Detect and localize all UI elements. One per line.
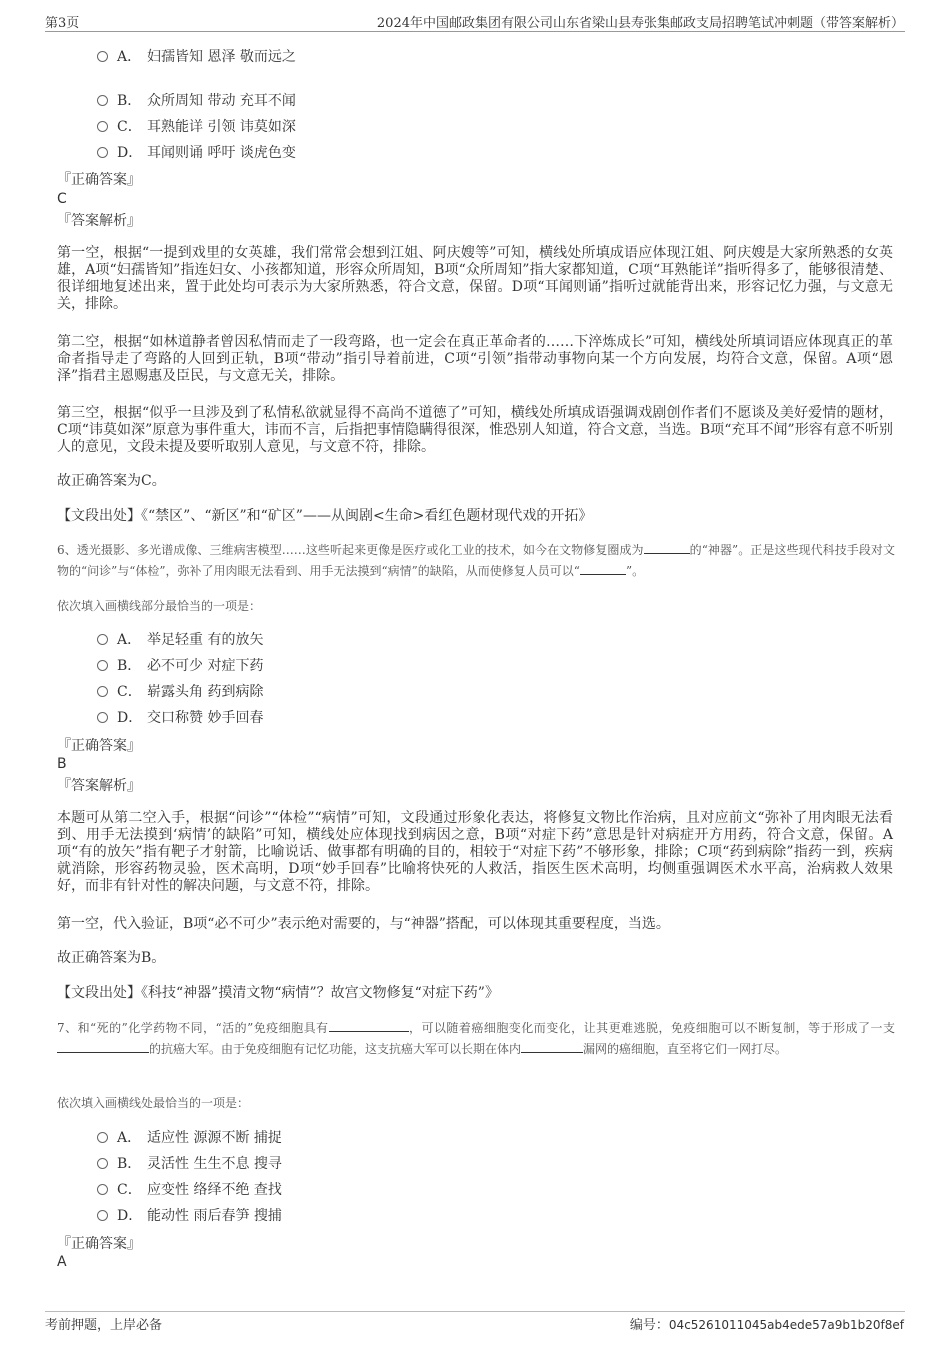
q6-option-b[interactable]: B． 必不可少 对症下药 [97,656,263,676]
q7-option-c[interactable]: C． 应变性 络绎不绝 查找 [97,1180,282,1200]
analysis-label: 『答案解析』 [57,213,141,229]
question-text: 6、透光摄影、多光谱成像、三维病害模型……这些听起来更像是医疗或化工业的技术，如今在文物修复圈成为 的“神器”。正是这些现代科技手段对文物的“问诊”与“体检”，弥补了用肉眼无法看到、用手无法摸到“病情”的缺陷，从而使修复人员可以“ ”。 [57,543,895,578]
q7-option-a[interactable]: A． 适应性 源源不断 捕捉 [97,1128,282,1148]
radio-icon[interactable] [97,686,108,697]
fill-blank [580,562,626,575]
source-citation: 【文段出处】《“禁区”、“新区”和“矿区”——从闽剧<生命>看红色题材现代戏的开拓》 [57,508,593,524]
fill-blank [644,541,690,554]
q5-option-d[interactable]: D． 耳闻则诵 呼吁 谈虎色变 [97,143,296,163]
question-instruction: 依次填入画横线部分最恰当的一项是： [57,599,262,613]
page-number: 第3页 [45,16,80,31]
radio-icon[interactable] [97,1184,108,1195]
analysis-conclusion: 故正确答案为B。 [57,950,166,966]
radio-icon[interactable] [97,51,108,62]
radio-icon[interactable] [97,634,108,645]
q6-option-a[interactable]: A． 举足轻重 有的放矢 [97,630,263,650]
analysis-paragraph: 第三空，根据“似乎一旦涉及到了私情私欲就显得不高尚不道德了”可知，横线处所填成语强调戏剧创作者们不愿谈及美好爱情的题材，C项“讳莫如深”原意为事件重大，讳而不言，后指把事情隐瞒得很深，惟恐别人知道，符合文意，当选。B项“充耳不闻”形容有意不听别人的意见，文段未提及要听取别人意见，与文意不符，排除。 [57,405,893,455]
header-divider [45,31,905,32]
q5-option-c[interactable]: C． 耳熟能详 引领 讳莫如深 [97,117,296,137]
analysis-paragraph: 第一空，根据“一提到戏里的女英雄，我们常常会想到江姐、阿庆嫂等”可知，横线处所填成语应体现江姐、阿庆嫂是大家所熟悉的女英雄，A项“妇孺皆知”指连妇女、小孩都知道，形容众所周知，B项“众所周知”指大家都知道，C项“耳熟能详”指听得多了，能够很清楚、很详细地复述出来，置于此处均可表示为大家所熟悉，符合文意，保留。D项“耳闻则诵”指听过就能背出来，形容记忆力强，与文意无关，排除。 [57,245,893,312]
answer-label: 『正确答案』 [57,1236,141,1252]
q7-option-d[interactable]: D． 能动性 雨后春笋 搜捕 [97,1206,282,1226]
radio-icon[interactable] [97,1158,108,1169]
q5-option-b[interactable]: B． 众所周知 带动 充耳不闻 [97,91,296,111]
answer-label: 『正确答案』 [57,172,141,188]
q6-option-d[interactable]: D． 交口称赞 妙手回春 [97,708,263,728]
question-text: 7、和“死的”化学药物不同，“活的”免疫细胞具有 ，可以随着癌细胞变化而变化，让其更难逃脱，免疫细胞可以不断复制，等于形成了一支的抗癌大军。由于免疫细胞有记忆功能，这支抗癌大军可以长期在体内 漏网的癌细胞，直至将它们一网打尽。 [57,1021,895,1056]
fill-blank [521,1040,583,1053]
radio-icon[interactable] [97,660,108,671]
source-citation: 【文段出处】《科技“神器”摸清文物“病情”？故宫文物修复“对症下药”》 [57,985,499,1001]
fill-blank [57,1040,149,1053]
radio-icon[interactable] [97,147,108,158]
radio-icon[interactable] [97,121,108,132]
radio-icon[interactable] [97,1132,108,1143]
footer-divider [45,1311,905,1312]
radio-icon[interactable] [97,712,108,723]
footer-slogan: 考前押题，上岸必备 [45,1318,163,1333]
document-title: 2024年中国邮政集团有限公司山东省梁山县寿张集邮政支局招聘笔试冲刺题（带答案解析） [376,16,904,31]
question-instruction: 依次填入画横线处最恰当的一项是： [57,1096,250,1110]
analysis-label: 『答案解析』 [57,778,141,794]
analysis-paragraph: 本题可从第二空入手，根据“问诊”“体检”“病情”可知，文段通过形象化表达，将修复文物比作治病，且对应前文“弥补了用肉眼无法看到、用手无法摸到‘病情’的缺陷”可知，横线处应体现找到病因之意，B项“对症下药”意思是针对病症开方用药，符合文意，保留。A项“有的放矢”指有靶子才射箭，比喻说话、做事都有明确的目的，相较于“对症下药”不够形象，排除；C项“药到病除”指药一到，疾病就消除，形容药物灵验，医术高明，D项“妙手回春”比喻将快死的人救活，指医生医术高明，均侧重强调医术水平高，治病救人效果好，而非有针对性的解决问题，与文意不符，排除。 [57,810,893,894]
answer-value: B [57,756,67,772]
answer-value: A [57,1254,67,1270]
analysis-paragraph: 第二空，根据“如林道静者曾因私情而走了一段弯路，也一定会在真正革命者的……下淬炼成长”可知，横线处所填词语应体现真正的革命者指导走了弯路的人回到正轨，B项“带动”指引导着前进，C项“引领”指带动事物向某一个方向发展，均符合文意，保留。A项“恩泽”指君主恩赐惠及臣民，与文意无关，排除。 [57,334,893,384]
analysis-paragraph: 第一空，代入验证，B项“必不可少”表示绝对需要的，与“神器”搭配，可以体现其重要程度，当选。 [57,916,670,932]
q5-option-a[interactable]: A． 妇孺皆知 恩泽 敬而远之 [97,47,296,67]
document-code: 编号：04c5261011045ab4ede57a9b1b20f8ef [629,1318,904,1333]
answer-label: 『正确答案』 [57,738,141,754]
q7-option-b[interactable]: B． 灵活性 生生不息 搜寻 [97,1154,282,1174]
radio-icon[interactable] [97,95,108,106]
radio-icon[interactable] [97,1210,108,1221]
q6-option-c[interactable]: C． 崭露头角 药到病除 [97,682,263,702]
analysis-conclusion: 故正确答案为C。 [57,473,166,489]
answer-value: C [57,191,67,207]
fill-blank [329,1019,409,1032]
